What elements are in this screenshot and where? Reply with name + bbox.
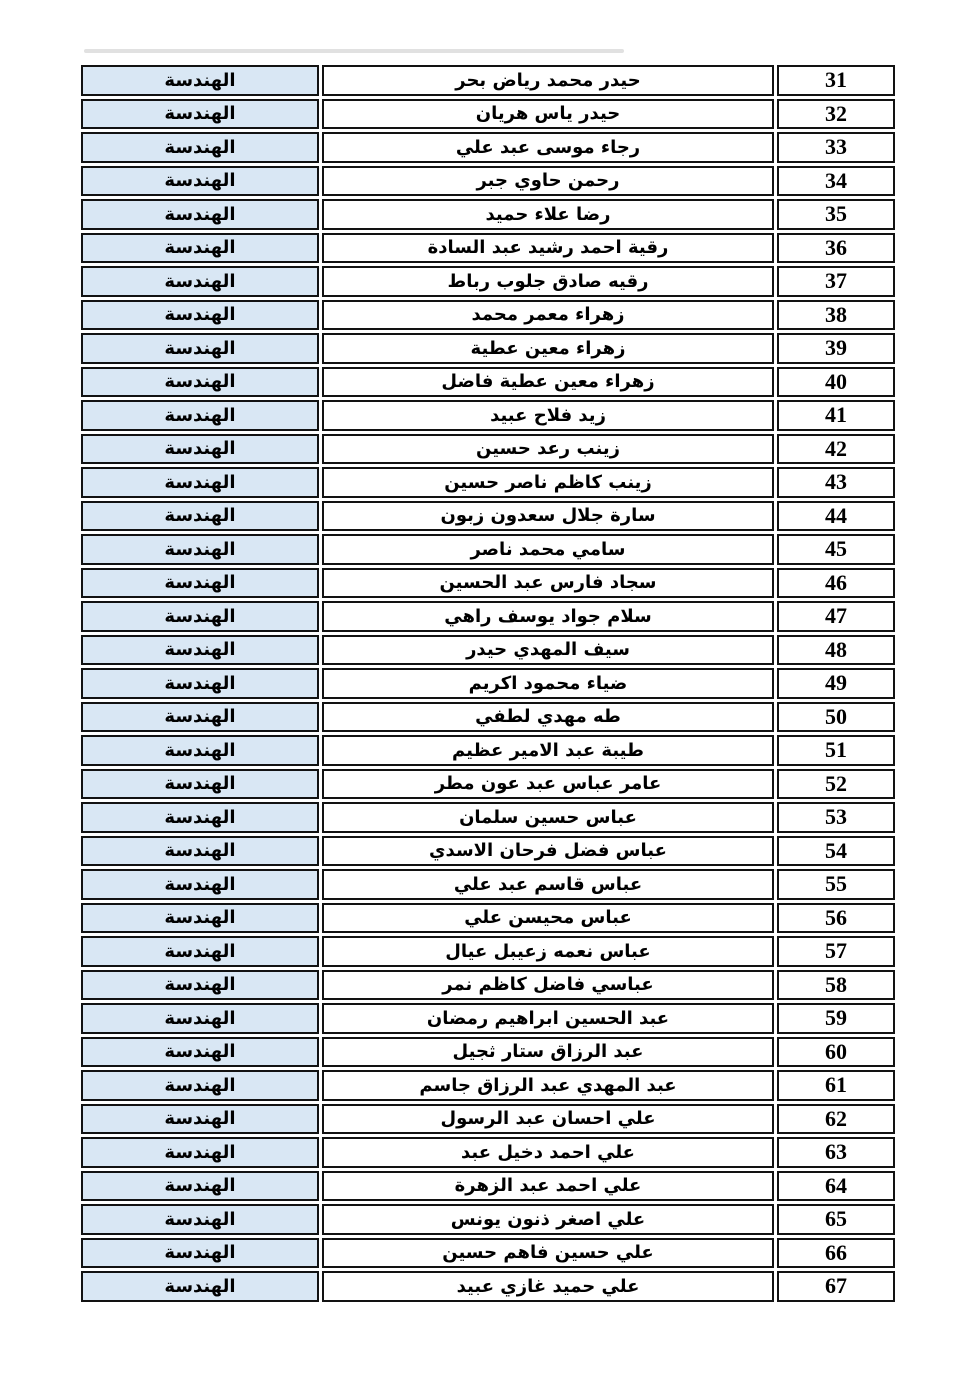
department-cell: الهندسة <box>81 166 319 197</box>
row-number-cell: 41 <box>777 400 895 431</box>
table-row <box>81 568 895 599</box>
student-name-cell: سجاد فارس عبد الحسين <box>322 568 774 599</box>
department-cell: الهندسة <box>81 735 319 766</box>
student-name-cell: رجاء موسى عبد علي <box>322 132 774 163</box>
row-number-cell: 47 <box>777 601 895 632</box>
department-cell: الهندسة <box>81 802 319 833</box>
table-row <box>81 300 895 331</box>
row-number-cell: 33 <box>777 132 895 163</box>
department-cell: الهندسة <box>81 1003 319 1034</box>
student-name-cell: طه مهدي لطفي <box>322 702 774 733</box>
table-row <box>81 99 895 130</box>
student-name-cell: سلام جواد يوسف راهي <box>322 601 774 632</box>
table-row <box>81 1137 895 1168</box>
table-row <box>81 1037 895 1068</box>
row-number-cell: 50 <box>777 702 895 733</box>
row-number-cell: 60 <box>777 1037 895 1068</box>
department-cell: الهندسة <box>81 1204 319 1235</box>
row-number-cell: 61 <box>777 1070 895 1101</box>
table-row <box>81 233 895 264</box>
row-number-cell: 57 <box>777 936 895 967</box>
table-row <box>81 1104 895 1135</box>
department-cell: الهندسة <box>81 501 319 532</box>
student-name-cell: سامي محمد ناصر <box>322 534 774 565</box>
row-number-cell: 52 <box>777 769 895 800</box>
student-name-cell: عبد الحسين ابراهيم رمضان <box>322 1003 774 1034</box>
department-cell: الهندسة <box>81 333 319 364</box>
row-number-cell: 34 <box>777 166 895 197</box>
student-name-cell: عباس فضل فرحان الاسدي <box>322 836 774 867</box>
department-cell: الهندسة <box>81 1137 319 1168</box>
student-name-cell: علي احمد عبد الزهرة <box>322 1171 774 1202</box>
department-cell: الهندسة <box>81 1171 319 1202</box>
row-number-cell: 31 <box>777 65 895 96</box>
row-number-cell: 48 <box>777 635 895 666</box>
table-row <box>81 735 895 766</box>
student-name-cell: عباس قاسم عبد علي <box>322 869 774 900</box>
department-cell: الهندسة <box>81 1070 319 1101</box>
row-number-cell: 45 <box>777 534 895 565</box>
row-number-cell: 63 <box>777 1137 895 1168</box>
department-cell: الهندسة <box>81 635 319 666</box>
department-cell: الهندسة <box>81 199 319 230</box>
student-name-cell: عامر عباس عبد عون مطر <box>322 769 774 800</box>
student-name-cell: زهراء معين عطية فاضل <box>322 367 774 398</box>
table-row <box>81 367 895 398</box>
student-name-cell: عباس نعمه زعيبل عيال <box>322 936 774 967</box>
table-row <box>81 601 895 632</box>
student-name-cell: زهراء معمر محمد <box>322 300 774 331</box>
row-number-cell: 37 <box>777 266 895 297</box>
table-row <box>81 1238 895 1269</box>
row-number-cell: 58 <box>777 970 895 1001</box>
table-row <box>81 132 895 163</box>
student-name-cell: عباس محيسن علي <box>322 903 774 934</box>
department-cell: الهندسة <box>81 869 319 900</box>
department-cell: الهندسة <box>81 936 319 967</box>
row-number-cell: 65 <box>777 1204 895 1235</box>
department-cell: الهندسة <box>81 467 319 498</box>
row-number-cell: 43 <box>777 467 895 498</box>
row-number-cell: 39 <box>777 333 895 364</box>
row-number-cell: 51 <box>777 735 895 766</box>
table-row <box>81 534 895 565</box>
student-name-cell: زهراء معين عطية <box>322 333 774 364</box>
table-row <box>81 467 895 498</box>
student-name-cell: سيف المهدي حيدر <box>322 635 774 666</box>
row-number-cell: 42 <box>777 434 895 465</box>
row-number-cell: 67 <box>777 1271 895 1302</box>
row-number-cell: 36 <box>777 233 895 264</box>
row-number-cell: 54 <box>777 836 895 867</box>
row-number-cell: 40 <box>777 367 895 398</box>
department-cell: الهندسة <box>81 903 319 934</box>
table-row <box>81 333 895 364</box>
table-row <box>81 802 895 833</box>
department-cell: الهندسة <box>81 1104 319 1135</box>
student-name-cell: علي اصغر ذنون يونس <box>322 1204 774 1235</box>
table-row <box>81 702 895 733</box>
student-name-cell: سارة جلال سعدون زبون <box>322 501 774 532</box>
department-cell: الهندسة <box>81 1271 319 1302</box>
table-row <box>81 1070 895 1101</box>
student-name-cell: حيدر محمد رياض بحر <box>322 65 774 96</box>
row-number-cell: 66 <box>777 1238 895 1269</box>
scan-artifact-line <box>84 49 624 53</box>
student-name-cell: ضياء محمود اكريم <box>322 668 774 699</box>
department-cell: الهندسة <box>81 1037 319 1068</box>
department-cell: الهندسة <box>81 65 319 96</box>
student-name-cell: رقيه صادق جلوب رباط <box>322 266 774 297</box>
row-number-cell: 44 <box>777 501 895 532</box>
table-row <box>81 1003 895 1034</box>
department-cell: الهندسة <box>81 132 319 163</box>
table-row <box>81 266 895 297</box>
row-number-cell: 56 <box>777 903 895 934</box>
department-cell: الهندسة <box>81 769 319 800</box>
row-number-cell: 64 <box>777 1171 895 1202</box>
table-row <box>81 1271 895 1302</box>
table-row <box>81 400 895 431</box>
table-row <box>81 769 895 800</box>
row-number-cell: 55 <box>777 869 895 900</box>
table-row <box>81 869 895 900</box>
department-cell: الهندسة <box>81 434 319 465</box>
student-name-cell: طيبة عبد الامير عظيم <box>322 735 774 766</box>
department-cell: الهندسة <box>81 367 319 398</box>
table-row <box>81 199 895 230</box>
student-name-cell: رحمن حاوي جبر <box>322 166 774 197</box>
table-row <box>81 1171 895 1202</box>
department-cell: الهندسة <box>81 668 319 699</box>
student-name-cell: علي احسان عبد الرسول <box>322 1104 774 1135</box>
table-row <box>81 635 895 666</box>
row-number-cell: 35 <box>777 199 895 230</box>
table-row <box>81 836 895 867</box>
table-row <box>81 434 895 465</box>
student-name-cell: حيدر ياس هريان <box>322 99 774 130</box>
roster-table-body <box>81 65 895 1302</box>
department-cell: الهندسة <box>81 233 319 264</box>
student-name-cell: علي حسين فاهم حسين <box>322 1238 774 1269</box>
row-number-cell: 32 <box>777 99 895 130</box>
table-row <box>81 936 895 967</box>
department-cell: الهندسة <box>81 99 319 130</box>
department-cell: الهندسة <box>81 836 319 867</box>
row-number-cell: 49 <box>777 668 895 699</box>
student-name-cell: رقية احمد رشيد عبد السادة <box>322 233 774 264</box>
student-name-cell: عباسي فاضل كاظم نمر <box>322 970 774 1001</box>
student-name-cell: علي احمد دخيل عبد <box>322 1137 774 1168</box>
table-row <box>81 501 895 532</box>
table-row <box>81 166 895 197</box>
department-cell: الهندسة <box>81 601 319 632</box>
student-name-cell: عبد الرزاق ستار ثجيل <box>322 1037 774 1068</box>
row-number-cell: 53 <box>777 802 895 833</box>
student-name-cell: زيد فلاح عبيد <box>322 400 774 431</box>
department-cell: الهندسة <box>81 702 319 733</box>
department-cell: الهندسة <box>81 534 319 565</box>
department-cell: الهندسة <box>81 300 319 331</box>
department-cell: الهندسة <box>81 1238 319 1269</box>
table-row <box>81 668 895 699</box>
student-name-cell: رضا علاء حميد <box>322 199 774 230</box>
student-name-cell: عبد المهدي عبد الرزاق جاسم <box>322 1070 774 1101</box>
row-number-cell: 38 <box>777 300 895 331</box>
department-cell: الهندسة <box>81 400 319 431</box>
student-name-cell: علي حميد غازي عبيد <box>322 1271 774 1302</box>
student-name-cell: زينب رعد حسين <box>322 434 774 465</box>
table-row <box>81 903 895 934</box>
row-number-cell: 62 <box>777 1104 895 1135</box>
row-number-cell: 59 <box>777 1003 895 1034</box>
student-name-cell: عباس حسين سلمان <box>322 802 774 833</box>
table-row <box>81 970 895 1001</box>
student-name-cell: زينب كاظم ناصر حسين <box>322 467 774 498</box>
department-cell: الهندسة <box>81 970 319 1001</box>
row-number-cell: 46 <box>777 568 895 599</box>
table-row <box>81 1204 895 1235</box>
roster-table <box>78 62 898 1305</box>
department-cell: الهندسة <box>81 568 319 599</box>
table-row <box>81 65 895 96</box>
department-cell: الهندسة <box>81 266 319 297</box>
